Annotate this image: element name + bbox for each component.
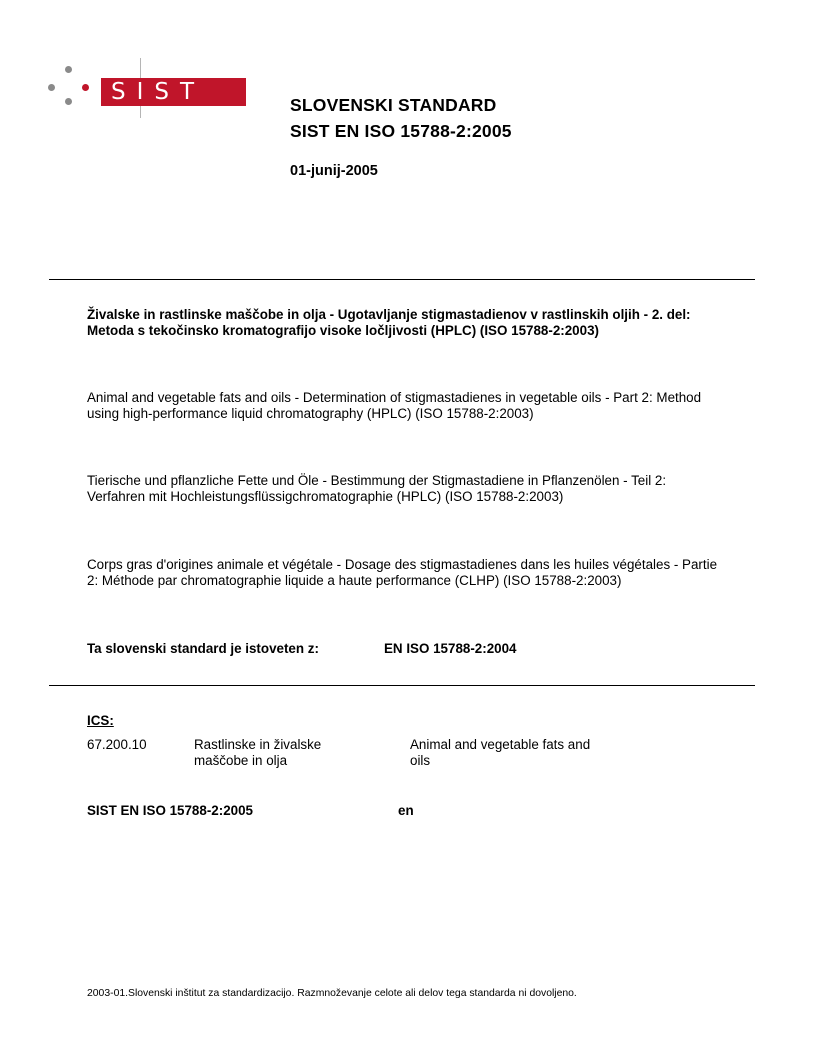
- title-english: Animal and vegetable fats and oils - Determination of stigmastadienes in vegetable oils - Part 2: Method using high-performance liquid chromatography (HPLC) (ISO 15788-2:2003): [87, 390, 702, 421]
- standard-id: SIST EN ISO 15788-2:2005: [290, 121, 512, 141]
- standard-type: SLOVENSKI STANDARD: [290, 95, 497, 115]
- identical-label: Ta slovenski standard je istoveten z:: [87, 641, 319, 656]
- ics-english: Animal and vegetable fats and oils: [410, 737, 591, 768]
- identical-value: EN ISO 15788-2:2004: [384, 641, 517, 656]
- logo-wordmark: SIST: [101, 78, 246, 106]
- title-french: Corps gras d'origines animale et végétale - Dosage des stigmastadienes dans les huiles végétales - Partie 2: Méthode par chromatographie liquide a haute performance (CLHP) (ISO 15788-2:2003): [87, 557, 718, 588]
- ics-heading: ICS:: [87, 713, 114, 728]
- copyright-footer: 2003-01.Slovenski inštitut za standardizacijo. Razmnoževanje celote ali delov tega standarda ni dovoljeno.: [87, 988, 577, 999]
- logo-dot-icon: [48, 84, 55, 91]
- logo-dot-icon: [65, 98, 72, 105]
- title-german: Tierische und pflanzliche Fette und Öle - Bestimmung der Stigmastadiene in Pflanzenölen - Teil 2: Verfahren mit Hochleistungsflüssigchromatographie (HPLC) (ISO 15788-2:2003): [87, 473, 667, 504]
- document-language: en: [398, 803, 414, 818]
- divider-bottom: [49, 685, 755, 686]
- logo-dot-icon: [82, 84, 89, 91]
- title-slovene: Živalske in rastlinske maščobe in olja - Ugotavljanje stigmastadienov v rastlinskih oljih - 2. del: Metoda s tekočinsko kromatografijo visoke ločljivosti (HPLC) (ISO 15788-2:2003): [87, 307, 691, 338]
- document-id: SIST EN ISO 15788-2:2005: [87, 803, 253, 818]
- divider-top: [49, 279, 755, 280]
- ics-slovene: Rastlinske in živalske maščobe in olja: [194, 737, 322, 768]
- standard-date: 01-junij-2005: [290, 163, 378, 179]
- ics-code: 67.200.10: [87, 737, 147, 752]
- logo-dot-icon: [65, 66, 72, 73]
- sist-logo: [44, 58, 204, 120]
